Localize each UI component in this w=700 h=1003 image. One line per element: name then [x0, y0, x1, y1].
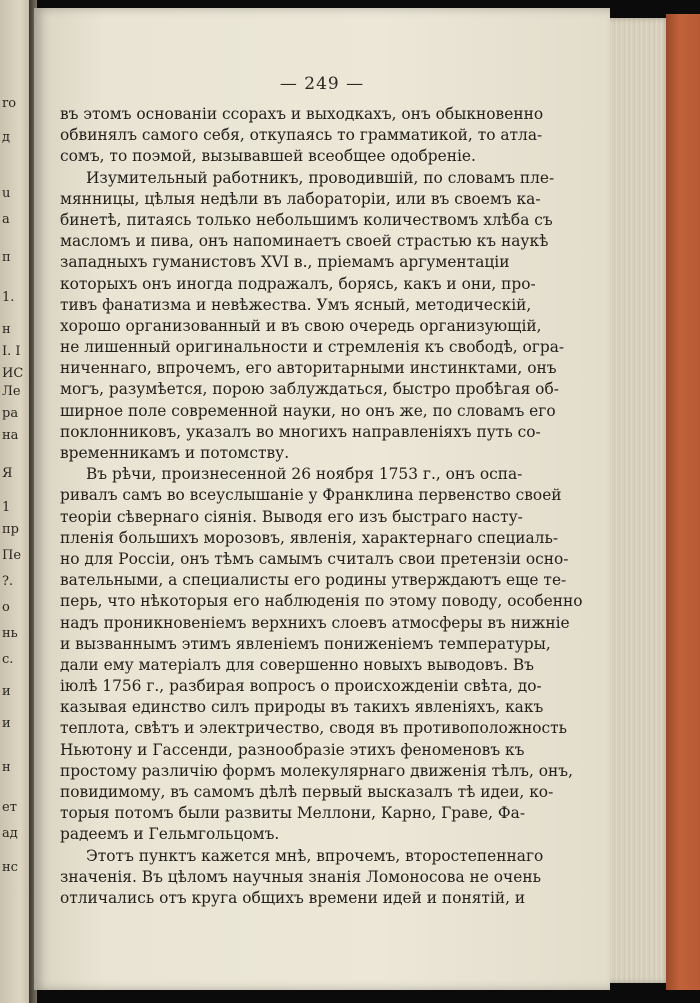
text-line: радеемъ и Гельмгольцомъ.	[60, 825, 280, 844]
text-line: въ этомъ основаніи ссорахъ и выходкахъ, онъ обыкновенно	[60, 105, 544, 123]
left-page-fragment: д	[2, 130, 11, 145]
left-page-fragment: Пе	[2, 548, 22, 563]
left-page-fragment: Я	[2, 466, 13, 481]
left-page-fragment: ?.	[2, 574, 14, 589]
left-page-fragment: ет	[2, 800, 17, 815]
text-line: ниченнаго, впрочемъ, его авторитарными инстинктами, онъ	[60, 359, 557, 378]
page-number: — 249 —	[279, 74, 365, 94]
left-page-fragment: ад	[2, 826, 18, 841]
text-line: западныхъ гуманистовъ XVI в., пріемамъ аргументаціи	[60, 253, 510, 272]
text-line: масломъ и пива, онъ напоминаетъ своей страстью къ наукѣ	[60, 232, 549, 251]
text-line: іюлѣ 1756 г., разбирая вопросъ о происхожденіи свѣта, до-	[60, 677, 542, 696]
left-page-fragment: I. I	[2, 344, 21, 359]
text-line: вательными, а специалисты его родины утверждаютъ еще те-	[60, 571, 567, 590]
text-line: теплота, свѣтъ и электричество, сводя въ противоположность	[60, 719, 568, 738]
text-line: не лишенный оригинальности и стремленія къ свободѣ, огра-	[60, 338, 565, 357]
text-line: значенія. Въ цѣломъ научныя знанія Ломоносова не очень	[60, 867, 541, 886]
left-page-fragment: а	[2, 212, 10, 227]
text-line: Ньютону и Гассенди, разнообразіе этихъ феноменовъ къ	[60, 740, 525, 759]
text-line: которыхъ онъ иногда подражалъ, борясь, какъ и они, про-	[60, 274, 536, 293]
text-line: временникамъ и потомству.	[60, 444, 290, 462]
page-block-edge	[608, 18, 670, 983]
text-line: бинетѣ, питаясь только небольшимъ количествомъ хлѣба съ	[60, 210, 553, 229]
text-line: теоріи сѣвернаго сіянія. Выводя его изъ быстраго насту-	[60, 507, 523, 526]
body-text	[60, 104, 583, 909]
text-line: простому различію формъ молекулярнаго движенія тѣлъ, онъ,	[60, 761, 573, 780]
text-line: Въ рѣчи, произнесенной 26 ноября 1753 г., онъ оспа-	[86, 465, 523, 484]
text-line: могъ, разумѣется, порою заблуждаться, быстро пробѣгая об-	[60, 380, 559, 399]
text-line: сомъ, то поэмой, вызывавшей всеобщее одобреніе.	[60, 147, 476, 166]
text-line: мянницы, цѣлыя недѣли въ лабораторіи, или въ своемъ ка-	[60, 189, 541, 208]
text-line: казывая единство силъ природы въ такихъ явленіяхъ, какъ	[60, 698, 544, 717]
left-page-fragment: с.	[2, 652, 14, 667]
left-page-fragment: 1.	[2, 290, 15, 305]
text-line: хорошо организованный и въ свою очередь организующій,	[60, 316, 542, 335]
book-cover-edge	[666, 14, 700, 990]
left-page-fragment: ro	[2, 96, 17, 111]
left-page-fragment: н	[2, 760, 11, 775]
text-line: обвинялъ самого себя, откупаясь то грамматикой, то атла-	[60, 126, 543, 145]
text-line: надъ проникновеніемъ верхнихъ слоевъ атмосферы въ нижніе	[60, 613, 570, 632]
text-line: ривалъ самъ во всеуслышаніе у Франклина первенство своей	[60, 486, 562, 505]
left-page-fragment: пр	[2, 522, 19, 537]
text-line: ширное поле современной науки, но онъ же, по словамъ его	[60, 401, 556, 420]
text-line: поклонниковъ, указалъ во многихъ направленіяхъ путь со-	[60, 422, 541, 441]
left-page-fragment: нь	[2, 626, 18, 641]
text-line: дали ему матеріалъ для совершенно новыхъ выводовъ. Въ	[60, 655, 534, 674]
left-page-fragment: нс	[2, 860, 18, 875]
left-page-fragment: и	[2, 716, 11, 731]
left-page-fragment: о	[2, 600, 10, 615]
text-line: пленія большихъ морозовъ, явленія, характернаго специаль-	[60, 528, 559, 547]
text-line: перь, что нѣкоторыя его наблюденія по этому поводу, особенно	[60, 592, 583, 611]
left-page-fragment: ИС	[2, 366, 24, 381]
left-page-fragment: ра	[2, 406, 19, 421]
text-line: торыя потомъ были развиты Меллони, Карно, Граве, Фа-	[60, 804, 526, 823]
left-page-fragment: и	[2, 684, 11, 699]
left-page-fragment: Ле	[2, 384, 21, 399]
left-page-fragment: п	[2, 250, 11, 265]
text-line: Этотъ пунктъ кажется мнѣ, впрочемъ, второстепеннаго	[86, 846, 544, 865]
text-line: повидимому, въ самомъ дѣлѣ первый высказалъ тѣ идеи, ко-	[60, 783, 554, 801]
left-page-fragment: u	[2, 186, 11, 201]
text-line: тивъ фанатизма и невѣжества. Умъ ясный, методическій,	[60, 295, 532, 314]
left-page-fragment: 1	[2, 500, 11, 515]
text-line: и вызваннымъ этимъ явленіемъ пониженіемъ температуры,	[60, 634, 551, 653]
text-line: Изумительный работникъ, проводившій, по словамъ пле-	[86, 168, 555, 187]
left-page-fragment: на	[2, 428, 19, 443]
text-line: но для Россіи, онъ тѣмъ самымъ считалъ свои претензіи осно-	[60, 549, 569, 568]
left-page-fragment: н	[2, 322, 11, 337]
text-line: отличались отъ круга общихъ времени идей и понятій, и	[60, 888, 526, 907]
